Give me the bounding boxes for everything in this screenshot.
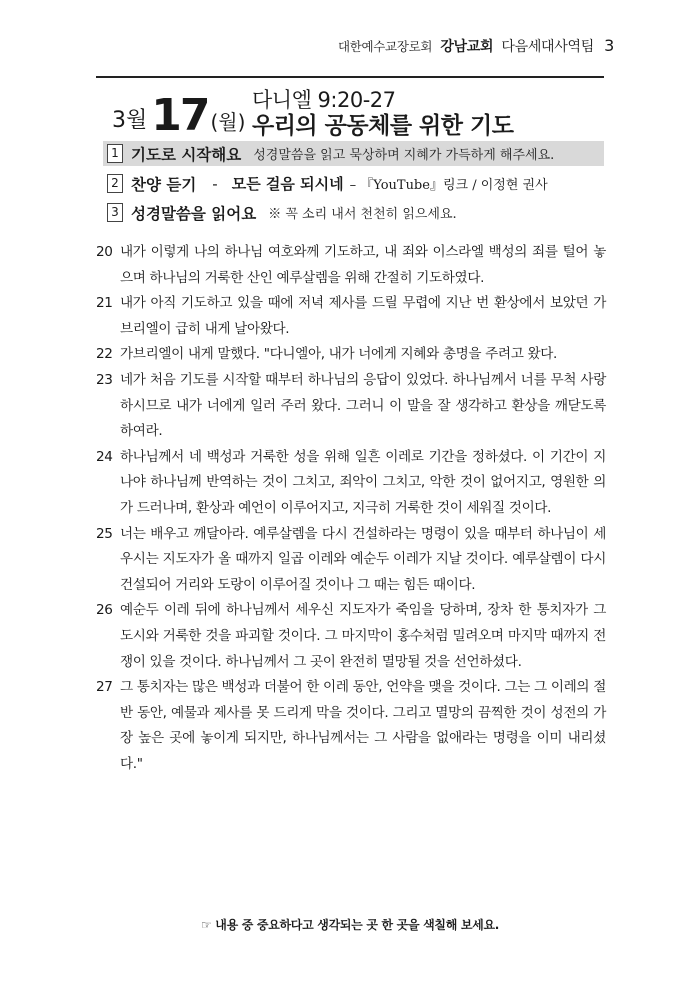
page-header <box>338 36 614 56</box>
date-day: 17 <box>151 90 209 141</box>
verse-text: 내가 아직 기도하고 있을 때에 저녁 제사를 드릴 무렵에 지난 번 환상에서 보았던 가브리엘이 급히 내게 날아왔다. <box>120 295 606 337</box>
page-number: 3 <box>604 36 614 55</box>
header-org: 대한예수교장로회 <box>337 39 433 54</box>
header-church: 강남교회 <box>440 39 494 55</box>
step-listen <box>103 171 604 196</box>
header-team: 다음세대사역팀 <box>501 39 594 55</box>
verse-text: 하나님께서 네 백성과 거룩한 성을 위해 일흔 이레로 기간을 정하셨다. 이 기간이 지나야 하나님께 반역하는 것이 그치고, 죄악이 그치고, 악한 것이 없어지고, 영원한 의가 드러나며, 환상과 예언이 이루어지고, 지극히 거룩한 것이 세워질 것이다. <box>120 448 606 516</box>
verse-number: 26 <box>96 602 113 619</box>
date-block <box>112 88 246 141</box>
step-pray <box>103 141 604 166</box>
step-label: 기도로 시작해요 <box>131 145 242 164</box>
verse-number: 25 <box>96 525 113 542</box>
verse-text: 그 통치자는 많은 백성과 더불어 한 이레 동안, 언약을 맺을 것이다. 그는 그 이레의 절반 동안, 예물과 제사를 못 드리게 막을 것이다. 그리고 멸망의 끔찍한 것이 성전의 가장 높은 곳에 놓이게 되지만, 하나님께서는 그 사람을 없애라는 명령을 이미 내리셨다." <box>120 679 606 772</box>
step-label: 찬양 듣기 <box>131 175 197 194</box>
verse-item <box>96 342 606 368</box>
step-description: 성경말씀을 읽고 묵상하며 지혜가 가득하게 해주세요. <box>253 148 555 163</box>
verse-number: 20 <box>96 244 113 260</box>
youtube-link[interactable]: – 『YouTube』링크 / 이정현 권사 <box>349 178 548 193</box>
verse-text: 가브리엘이 내게 말했다. "다니엘아, 내가 너에게 지혜와 총명을 주려고 왔다. <box>120 346 558 363</box>
verse-number: 24 <box>96 448 113 465</box>
step-read <box>103 200 604 225</box>
step-number: 3 <box>107 203 123 222</box>
verse-number: 22 <box>96 346 113 363</box>
verse-item <box>96 675 606 777</box>
verse-item <box>96 240 606 291</box>
step-dash: - <box>212 174 218 193</box>
verse-number: 23 <box>96 371 113 388</box>
verse-text: 네가 처음 기도를 시작할 때부터 하나님의 응답이 있었다. 하나님께서 너를 무척 사랑하시므로 내가 너에게 일러 주러 왔다. 그러니 이 말을 잘 생각하고 환상을 깨닫도록 하여라. <box>120 371 606 440</box>
song-title: 모든 걸음 되시네 <box>231 175 344 193</box>
scripture-passage <box>96 240 606 777</box>
footer-instruction: ☞ 내용 중 중요하다고 생각되는 곳 한 곳을 색칠해 보세요. <box>200 918 500 932</box>
header-divider <box>96 76 604 78</box>
verse-item <box>96 445 606 522</box>
verse-item <box>96 598 606 675</box>
step-number: 1 <box>107 144 123 163</box>
verse-text: 내가 이렇게 나의 하나님 여호와께 기도하고, 내 죄와 이스라엘 백성의 죄를 털어 놓으며 하나님의 거룩한 산인 예루살렘을 위해 간절히 기도하였다. <box>120 244 606 286</box>
verse-item <box>96 368 606 445</box>
verse-item <box>96 291 606 342</box>
verse-text: 너는 배우고 깨달아라. 예루살렘을 다시 건설하라는 명령이 있을 때부터 하나님이 세우시는 지도자가 올 때까지 일곱 이레와 예순두 이레가 지날 것이다. 예루살렘이 다시 건설되어 거리와 도랑이 이루어질 것이나 그 때는 힘든 때이다. <box>120 525 606 593</box>
verse-item <box>96 522 606 599</box>
step-description: ※ 꼭 소리 내서 천천히 읽으세요. <box>268 207 457 222</box>
page-title: 우리의 공동체를 위한 기도 <box>252 113 514 139</box>
scripture-reference: 다니엘 9:20-27 <box>252 88 396 112</box>
step-label: 성경말씀을 읽어요 <box>131 204 257 223</box>
step-number: 2 <box>107 174 123 193</box>
date-month: 3월 <box>112 108 148 133</box>
verse-number: 27 <box>96 679 113 696</box>
date-weekday: (월) <box>210 110 246 134</box>
verse-number: 21 <box>96 295 113 312</box>
verse-text: 예순두 이레 뒤에 하나님께서 세우신 지도자가 죽임을 당하며, 장차 한 통치자가 그 도시와 거룩한 것을 파괴할 것이다. 그 마지막이 홍수처럼 밀려오며 마지막 때까지 전쟁이 있을 것이다. 하나님께서 그 곳이 완전히 멸망될 것을 선언하셨다. <box>120 602 606 670</box>
